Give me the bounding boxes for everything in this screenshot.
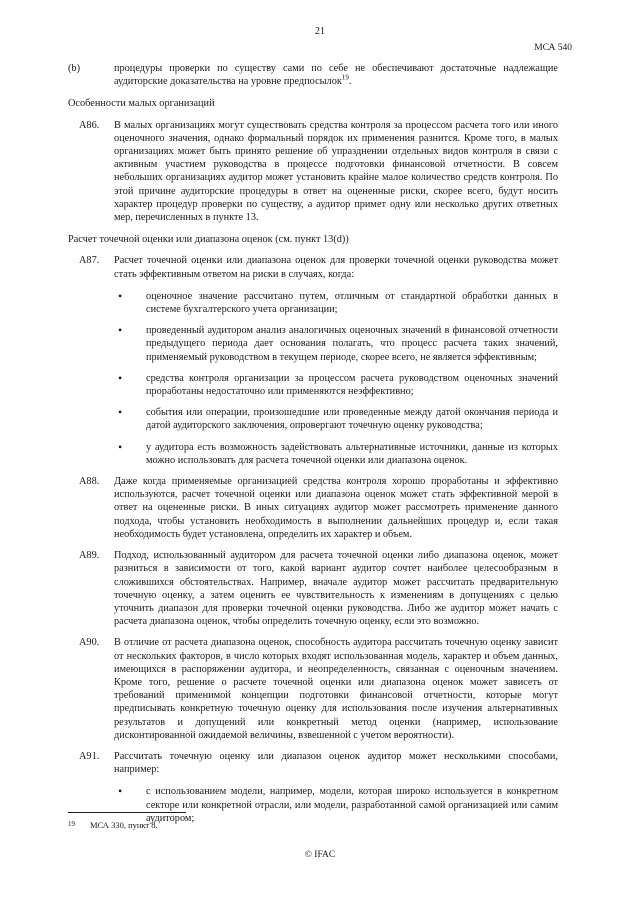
paragraph-number: A91. (79, 750, 100, 762)
list-item (114, 290, 558, 316)
list-item (114, 785, 558, 825)
paragraph-text: В отличие от расчета диапазона оценок, способность аудитора рассчитать точечную оценку зависит от нескольких факторов, в число которых входят использованная модель, характер и объем данных, имеющихся в распоряжении аудитора, и неопределенность, связанная с оценочным значением. Кроме того, решение о расчете точечной оценки или диапазона оценок может зависеть от требований применимой концепции подготовки финансовой отчетности, которые могут предписывать конкретную точечную оценку для использования после изучения альтернативных результатов и допущений или конкретный метод оценки (например, использование дисконтированной ожидаемой величины, взвешенной с учетом вероятности). (114, 637, 558, 741)
document-body (68, 62, 558, 841)
paragraph-number: A90. (79, 637, 100, 649)
list-item-text: средства контроля организации за процессом расчета руководством оценочных значений проработаны недостаточно или применяются неэффективно; (146, 372, 558, 398)
paragraph-a90 (68, 636, 558, 742)
paragraph-text: Подход, использованный аудитором для расчета точечной оценки либо диапазона оценок, может разниться в зависимости от того, какой вариант аудитор сочтет наиболее целесообразным в сложившихся обстоятельствах. Например, вначале аудитор может рассчитать предварительную точечную оценку, а затем оценить ее чувствительность к изменениям в допущениях с целью уточнить диапазон для проверки точечной оценки руководства. Либо же аудитор может начать с расчета диапазона оценок, чтобы определить точечную оценку, если это возможно. (114, 550, 558, 628)
paragraph-body (114, 254, 558, 467)
list-item-text: события или операции, произошедшие или проведенные между датой окончания периода и датой аудиторского заключения, опровергают точечную оценку руководства; (146, 407, 558, 432)
list-item (114, 324, 558, 364)
item-b-text (114, 62, 558, 88)
bullet-icon: • (118, 784, 123, 799)
item-b (68, 62, 558, 88)
paragraph-a88 (68, 475, 558, 541)
item-b-body: процедуры проверки по существу сами по себе не обеспечивают достаточные надлежащие аудиторские доказательства на уровне предпосылок (114, 63, 558, 88)
paragraph-number: A87. (79, 255, 100, 267)
paragraph-a87 (68, 254, 558, 467)
bullet-icon: • (118, 439, 123, 454)
paragraph-text: Рассчитать точечную оценку или диапазон оценок аудитор может несколькими способами, например: (114, 750, 558, 776)
list-item (114, 372, 558, 398)
page-number: 21 (315, 26, 325, 37)
bullet-icon: • (118, 370, 123, 385)
footnote-reference[interactable]: 19 (341, 73, 349, 82)
paragraph-number: A88. (79, 476, 100, 488)
footnote (68, 820, 158, 830)
list-item-text: проведенный аудитором анализ аналогичных оценочных значений в финансовой отчетности предыдущего периода дает основания полагать, что процесс расчета таких значений, применяемый руководством в текущем периоде, скорее всего, не является эффективным; (146, 325, 558, 363)
footnote-divider (68, 812, 186, 813)
list-item (114, 406, 558, 432)
paragraph-number: A86. (79, 119, 100, 131)
paragraph-text: В малых организациях могут существовать средства контроля за процессом расчета того или иного оценочного значения, однако формальный порядок их применения разнится. Кроме того, в малых организациях может быть принято решение об упразднении отдельных видов контроля в связи с активным участием руководства в процессе подготовки финансовой отчетности. В совсем небольших организациях аудитор может установить крайне малое количество средств контроля. По этой причине аудиторские процедуры в ответ на оцененные риски, скорее всего, будут носить характер процедур проверки по существу, а аудитор примет одну или несколько других ответных мер, перечисленных в пункте 13. (114, 119, 558, 224)
section-heading-small-entities: Особенности малых организаций (68, 98, 215, 110)
paragraph-a89 (68, 549, 558, 628)
bullet-list (114, 290, 558, 467)
standard-code: МСА 540 (534, 43, 572, 53)
item-b-suffix: . (348, 76, 352, 88)
paragraph-body (114, 750, 558, 833)
footnote-text: МСА 330, пункт 8. (90, 820, 158, 830)
item-marker: (b) (68, 63, 81, 74)
paragraph-text: Расчет точечной оценки или диапазона оценок для проверки точечной оценки руководства может стать эффективным ответом на риски в случаях, когда: (114, 255, 558, 280)
copyright-footer: © IFAC (304, 850, 336, 860)
section-heading-point-estimate: Расчет точечной оценки или диапазона оценок (см. пункт 13(d)) (68, 234, 349, 246)
list-item (114, 441, 558, 467)
list-item-text: оценочное значение рассчитано путем, отличным от стандартной обработки данных в системе бухгалтерского учета организации; (146, 290, 558, 316)
bullet-icon: • (118, 405, 123, 420)
list-item-text: с использованием модели, например, модели, которая широко используется в конкретном секторе или конкретной отрасли, или модели, разработанной самой организацией или самим аудитором; (146, 786, 558, 824)
paragraph-text: Даже когда применяемые организацией средства контроля хорошо проработаны и эффективно используются, расчет точечной оценки или диапазона оценок может стать эффективной мерой в ответ на оцененные риски. В иных ситуациях аудитор может рассмотреть применение данного подхода, чтобы установить необходимость в выполнении дальнейших процедур и, если такая необходимость будет установлена, определить их характер и объем. (114, 476, 558, 540)
bullet-list (114, 785, 558, 825)
paragraph-a86 (68, 119, 558, 225)
bullet-icon: • (118, 323, 123, 338)
list-item-text: у аудитора есть возможность задействовать альтернативные источники, данные из которых можно использовать для расчета точечной оценки или диапазона оценок. (146, 441, 558, 466)
bullet-icon: • (118, 288, 123, 303)
paragraph-number: A89. (79, 550, 100, 562)
footnote-number: 19 (68, 820, 75, 828)
